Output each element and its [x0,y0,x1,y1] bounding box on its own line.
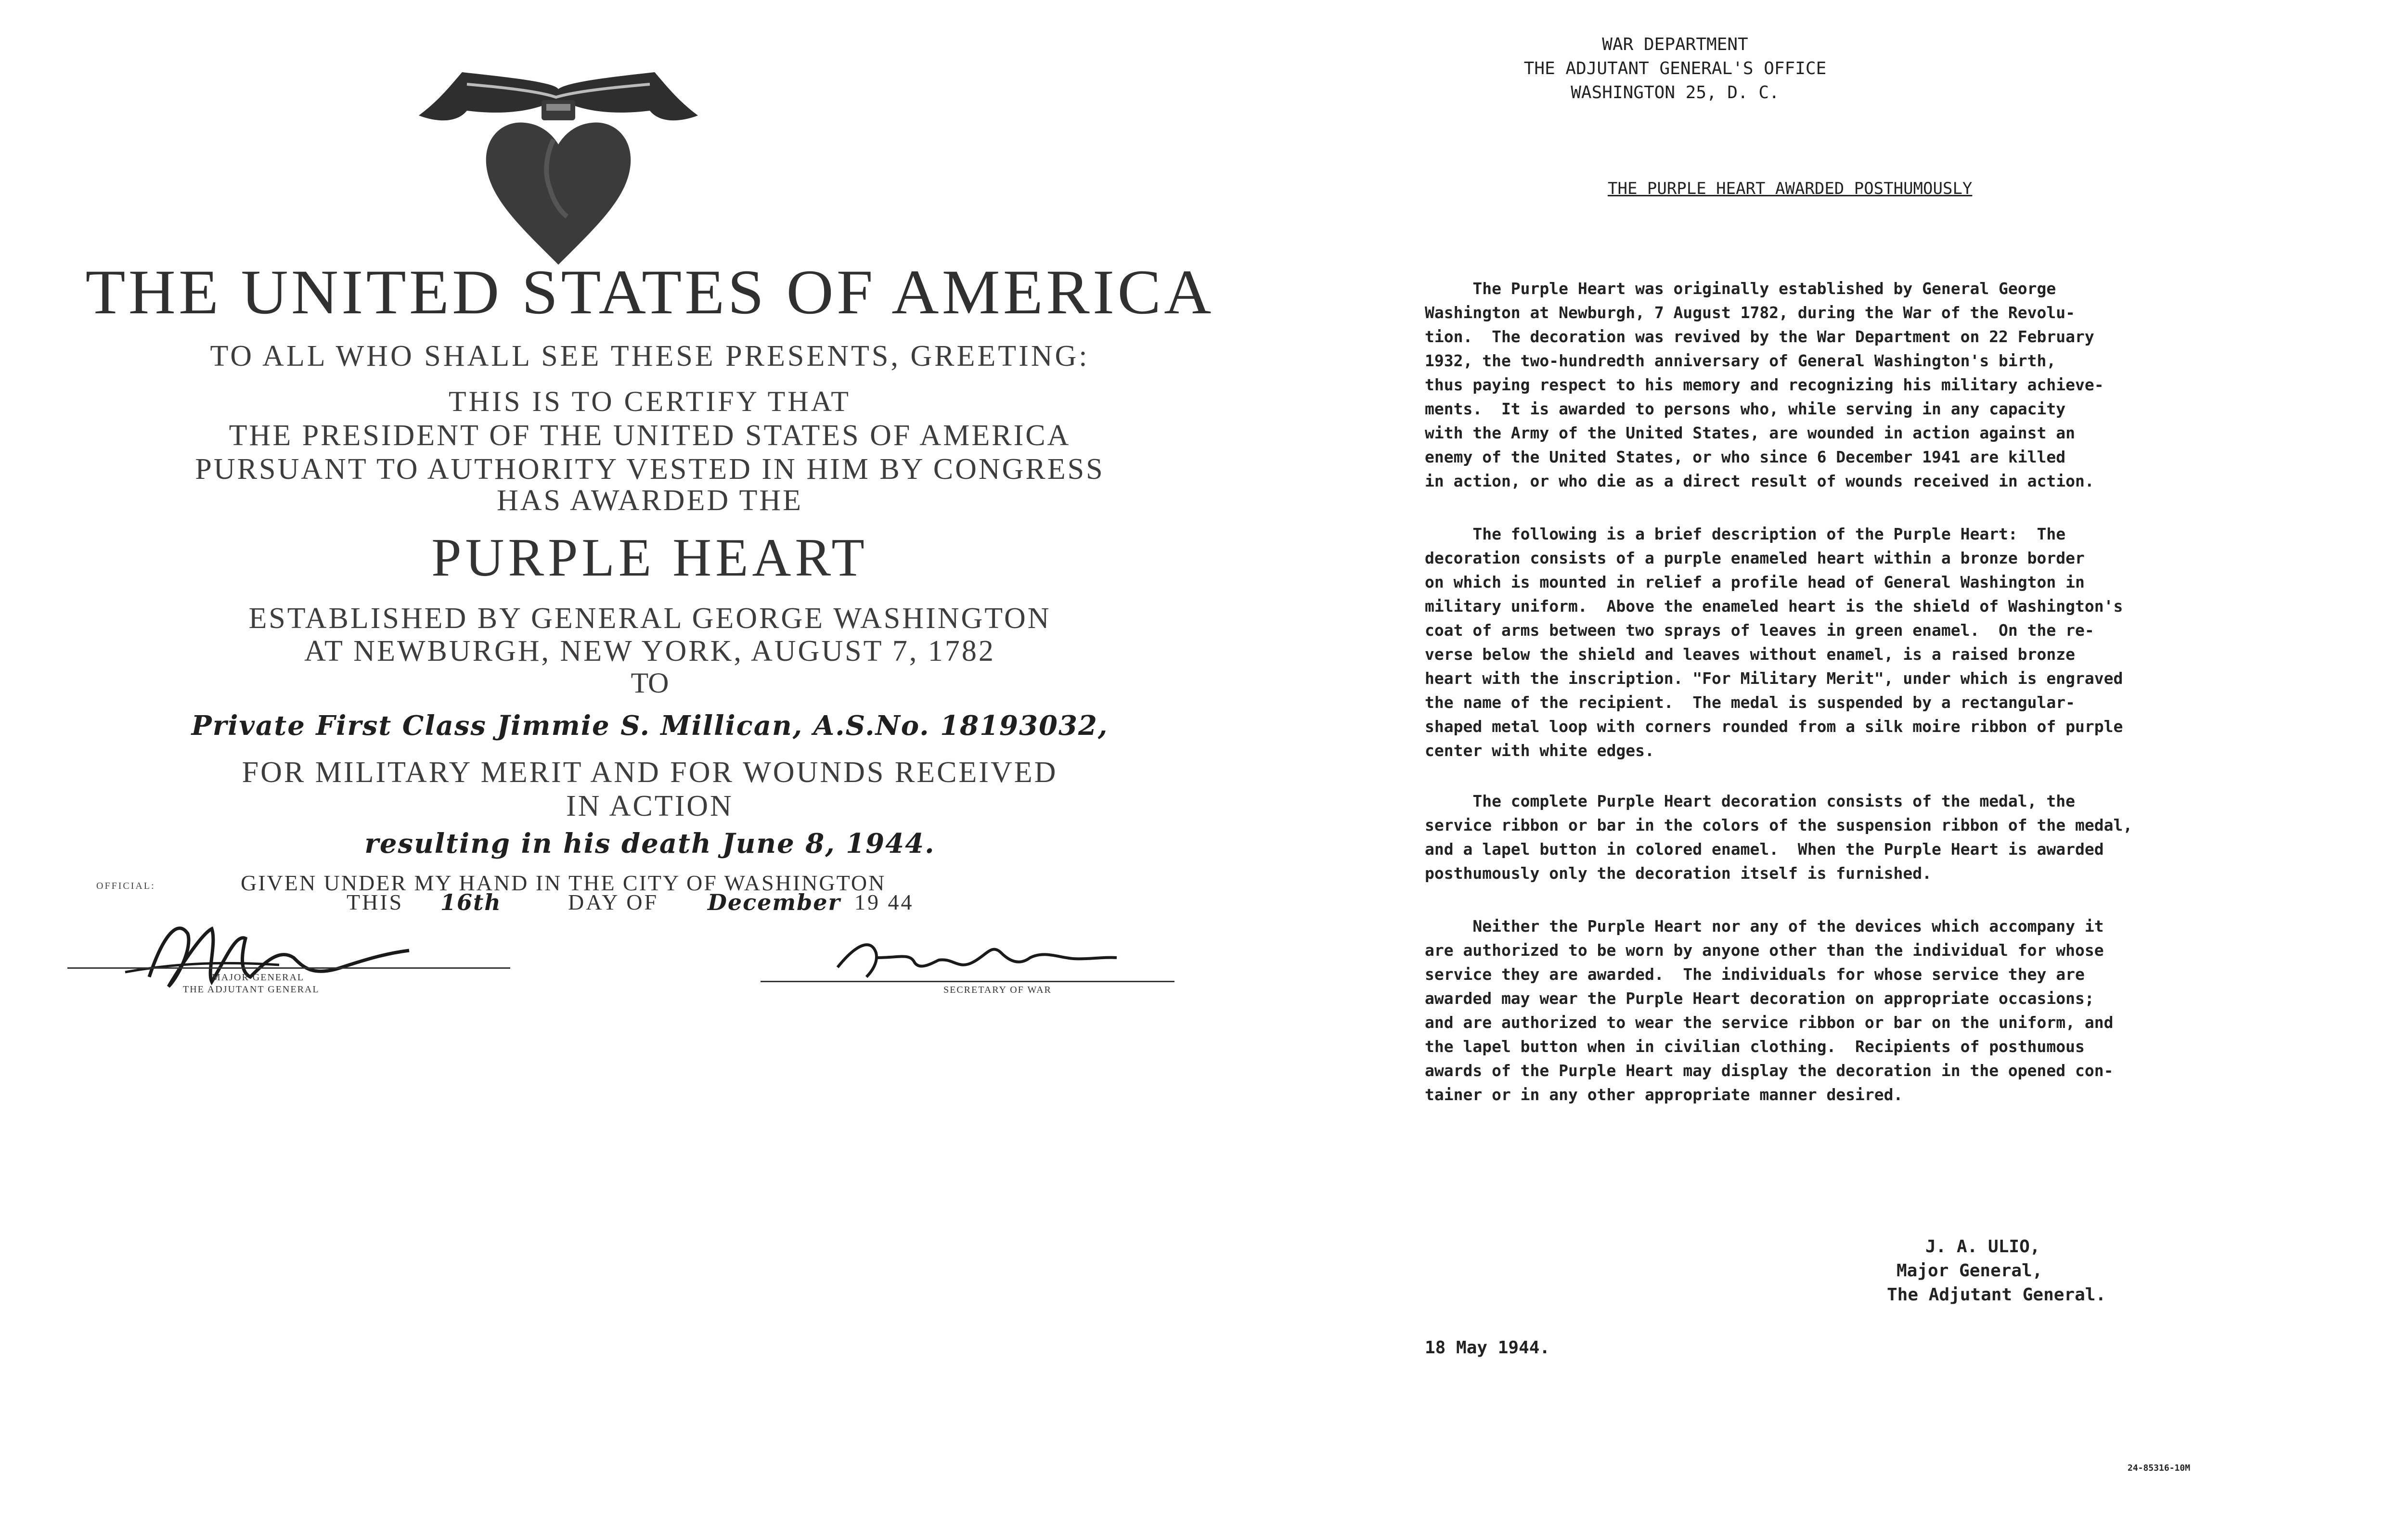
day-of-label: DAY OF [568,890,659,914]
paragraph-line: center with white edges. [1425,741,1654,760]
paragraph-line: tion. The decoration was revived by the War Department on 22 February [1425,327,2094,346]
paragraph-line: with the Army of the United States, are wounded in action against an [1425,424,2076,442]
signatory-name: J. A. ULIO, [1925,1237,2040,1257]
authority-line: THE PRESIDENT OF THE UNITED STATES OF AMERICA [229,419,1071,452]
paragraph-line: The Purple Heart was originally established by General George [1425,279,2056,298]
paragraph-line: the name of the recipient. The medal is suspended by a rectangular- [1425,693,2076,712]
established-line: ESTABLISHED BY GENERAL GEORGE WASHINGTON [248,602,1051,635]
paragraph-line: thus paying respect to his memory and recognizing his military achieve- [1425,375,2104,394]
established-line: AT NEWBURGH, NEW YORK, AUGUST 7, 1782 [304,635,995,667]
purple-heart-medal-icon [409,43,708,270]
authority-line: HAS AWARDED THE [496,484,803,517]
paragraph-line: on which is mounted in relief a profile head of General Washington in [1425,573,2085,591]
signatory-rank: Major General, [1897,1261,2043,1281]
recipient-name: Private First Class Jimmie S. Millican, A.S.No. 18193032, [191,710,1109,742]
paragraph-line: service they are awarded. The individuals for whose service they are [1425,965,2085,984]
paragraph-line: shaped metal loop with corners rounded from a silk moire ribbon of purple [1425,717,2123,736]
paragraph-line: military uniform. Above the enameled heart is the shield of Washington's [1425,597,2123,616]
death-note: resulting in his death June 8, 1944. [364,828,935,860]
certificate-greeting: TO ALL WHO SHALL SEE THESE PRESENTS, GREETING: [210,340,1090,372]
paragraph-line: and are authorized to wear the service ribbon or bar on the uniform, and [1425,1013,2114,1032]
adjutant-general-signature [120,905,419,1015]
paragraph-line: ments. It is awarded to persons who, while serving in any capacity [1425,399,2066,418]
award-name: PURPLE HEART [431,528,868,588]
paragraph [1425,522,2339,763]
paragraph-line: in action, or who die as a direct result of wounds received in action. [1425,472,2094,490]
paragraph-line: decoration consists of a purple enameled heart within a bronze border [1425,549,2085,567]
paragraph-line: heart with the inscription. "For Military Merit", under which is engraved [1425,669,2123,688]
certify-line: THIS IS TO CERTIFY THAT [449,385,851,417]
signature-line [761,981,1174,982]
signer-title: SECRETARY OF WAR [943,985,1052,995]
authority-line: PURSUANT TO AUTHORITY VESTED IN HIM BY CONGRESS [195,453,1105,486]
form-code: 24-85316-10M [2128,1463,2191,1473]
letterhead-line: WASHINGTON 25, D. C. [1571,83,1780,103]
paragraph-line: service ribbon or bar in the colors of the suspension ribbon of the medal, [1425,816,2133,834]
paragraph [1425,914,2339,1107]
paragraph [1425,789,2339,886]
paragraph-line: Washington at Newburgh, 7 August 1782, during the War of the Revolu- [1425,303,2076,322]
paragraph-line: awarded may wear the Purple Heart decoration on appropriate occasions; [1425,989,2094,1008]
signature-line [67,967,510,969]
signatory-title: The Adjutant General. [1887,1285,2106,1305]
paragraph-line: Neither the Purple Heart nor any of the devices which accompany it [1425,917,2104,936]
paragraph-line: are authorized to be worn by anyone other than the individual for whose [1425,941,2104,960]
paragraph-line: enemy of the United States, or who since 6 December 1941 are killed [1425,448,2066,466]
paragraph-line: awards of the Purple Heart may display the decoration in the opened con- [1425,1061,2114,1080]
given-line: GIVEN UNDER MY HAND IN THE CITY OF WASHINGTON [241,871,886,895]
to-line: TO [631,667,669,699]
paragraph-line: tainer or in any other appropriate manner desired. [1425,1085,1903,1104]
certificate-title: THE UNITED STATES OF AMERICA [85,257,1214,327]
paragraph-line: 1932, the two-hundredth anniversary of General Washington's birth, [1425,351,2056,370]
paragraph-line: the lapel button when in civilian clothing. Recipients of posthumous [1425,1037,2085,1056]
official-label: OFFICIAL: [96,881,155,891]
letter-date: 18 May 1944. [1425,1338,1550,1358]
award-year: 19 44 [854,890,914,914]
paragraph [1425,277,2339,493]
merit-line: IN ACTION [566,790,734,822]
award-month: December [708,889,841,915]
paragraph-line: The following is a brief description of the Purple Heart: The [1425,525,2066,543]
letterhead-line: WAR DEPARTMENT [1602,35,1748,54]
paragraph-line: and a lapel button in colored enamel. When the Purple Heart is awarded [1425,840,2104,859]
this-label: THIS [347,890,404,914]
paragraph-line: coat of arms between two sprays of leaves in green enamel. On the re- [1425,621,2094,640]
war-department-letter [1348,0,2400,1540]
merit-line: FOR MILITARY MERIT AND FOR WOUNDS RECEIVED [242,756,1058,789]
paragraph-line: verse below the shield and leaves without enamel, is a raised bronze [1425,645,2076,664]
signer-title: THE ADJUTANT GENERAL [183,984,320,995]
signer-title: MAJOR GENERAL [212,972,305,983]
award-day: 16th [440,889,502,915]
letter-title: THE PURPLE HEART AWARDED POSTHUMOUSLY [1608,179,1973,198]
paragraph-line: The complete Purple Heart decoration consists of the medal, the [1425,792,2076,810]
letterhead-line: THE ADJUTANT GENERAL'S OFFICE [1523,59,1827,78]
paragraph-line: posthumously only the decoration itself is furnished. [1425,864,1932,883]
